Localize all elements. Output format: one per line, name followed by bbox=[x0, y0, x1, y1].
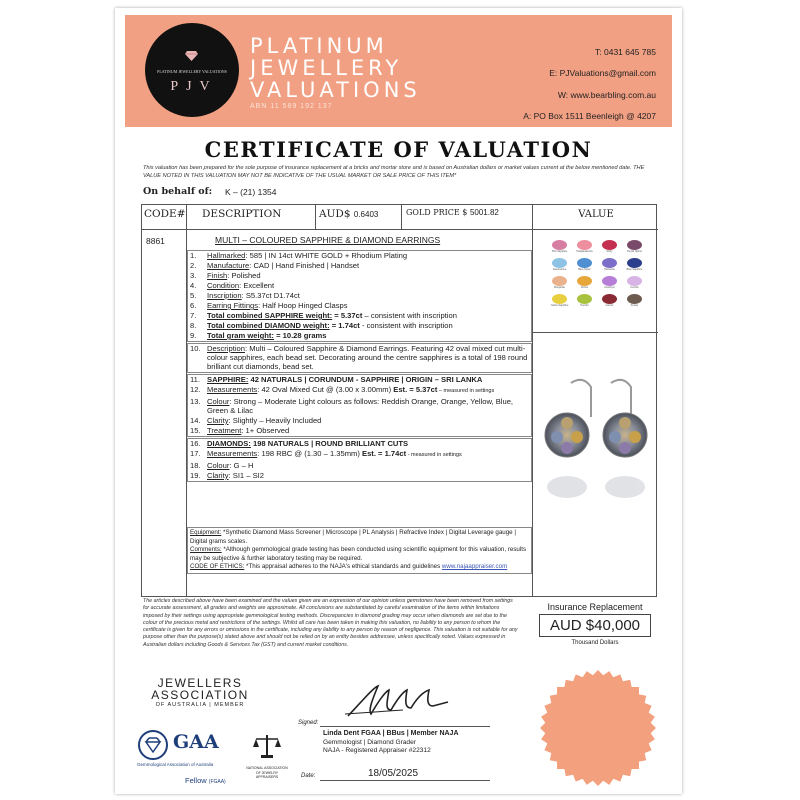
gem-swatch-stone bbox=[602, 294, 617, 304]
divider bbox=[532, 229, 658, 230]
description-header: DESCRIPTION bbox=[202, 208, 282, 220]
divider bbox=[142, 229, 532, 230]
list-item: 1. Hallmarked: 585 | IN 14ct WHITE GOLD + Rhodium Plating bbox=[190, 251, 408, 260]
aud-label: AUD$ bbox=[319, 208, 351, 220]
brand-line-2: JEWELLERY bbox=[250, 56, 403, 80]
code-header: CODE# bbox=[144, 208, 186, 220]
gem-swatch-label: Purple Spinel bbox=[627, 250, 642, 253]
contact-phone: T: 0431 645 785 bbox=[595, 47, 656, 57]
earring-right bbox=[603, 413, 647, 457]
gem-swatch bbox=[597, 294, 622, 312]
list-item: 16. DIAMONDS: 198 NATURALS | ROUND BRILLIANT CUTS bbox=[190, 439, 409, 448]
gem-swatch-label: Blue Sapphire bbox=[626, 268, 643, 271]
gem-swatch-label: Tanzanite bbox=[604, 268, 615, 271]
list-item: 5. Inscription: S5.37ct D1.74ct bbox=[190, 291, 300, 300]
scales-icon bbox=[252, 733, 282, 759]
divider bbox=[532, 332, 658, 333]
item-title: MULTI – COLOURED SAPPHIRE & DIAMOND EARRINGS bbox=[215, 235, 441, 245]
list-item: 19. Clarity: SI1 – SI2 bbox=[190, 471, 264, 480]
gem-swatch-label: Morganite bbox=[553, 286, 566, 289]
valuation-table bbox=[141, 204, 657, 597]
list-item: 17. Measurements: 198 RBC @ (1.30 – 1.35mm) Est. = 1.74ct - measured in settings bbox=[190, 449, 462, 458]
brand-line-1: PLATINUM bbox=[250, 34, 388, 58]
earring-reflection bbox=[547, 476, 645, 498]
contact-address: A: PO Box 1511 Beenleigh @ 4207 bbox=[523, 111, 656, 121]
gem-swatch bbox=[572, 276, 597, 294]
gem-swatch-stone bbox=[577, 240, 592, 250]
list-item: 9. Total gram weight: = 10.28 grams bbox=[190, 331, 327, 340]
naja-name: NATIONAL ASSOCIATION OF JEWELRY APPRAISERS bbox=[246, 766, 288, 779]
gem-swatch bbox=[547, 294, 572, 312]
list-item: 2. Manufacture: CAD | Hand Finished | Handset bbox=[190, 261, 360, 270]
gem-swatch-label: Yellow Sapphire bbox=[550, 304, 569, 307]
gem-swatch bbox=[547, 258, 572, 276]
list-item: 13. Colour: Strong – Moderate Light colours as follows: Reddish Orange, Orange, Yellow, Blue, Green & Lilac bbox=[190, 397, 514, 415]
certificate-page bbox=[115, 8, 682, 794]
divider bbox=[401, 205, 402, 229]
gem-swatch-label: Padparadscha bbox=[576, 250, 593, 253]
pjv-logo bbox=[145, 23, 239, 117]
item-code: 8861 bbox=[146, 236, 165, 246]
gem-swatch-label: Blue Topaz bbox=[578, 268, 591, 271]
gem-swatch-stone bbox=[552, 240, 567, 250]
gem-swatch-label: Smoky bbox=[630, 304, 639, 307]
aud-value: 0.6403 bbox=[353, 210, 379, 219]
comments-line: Comments: *Although gemmological grade testing has been conducted using scientific equipment for this valuation, results may be subjective & further laboratory testing may be required. bbox=[190, 546, 527, 562]
gem-swatch-label: Ruby bbox=[606, 250, 613, 253]
gem-swatch bbox=[572, 258, 597, 276]
gem-swatch-stone bbox=[577, 258, 592, 268]
signature-image bbox=[343, 680, 453, 724]
gem-swatch bbox=[572, 294, 597, 312]
gem-swatch-stone bbox=[602, 240, 617, 250]
gem-swatch-stone bbox=[602, 276, 617, 286]
contact-email: E: PJValuations@gmail.com bbox=[549, 68, 656, 78]
signer-name: Linda Dent FGAA | BBus | Member NAJA bbox=[323, 730, 459, 737]
list-item: 15. Treatment: 1+ Observed bbox=[190, 426, 290, 435]
gem-swatch bbox=[572, 240, 597, 258]
gold-label: GOLD PRICE $ bbox=[406, 208, 468, 217]
gem-swatch-label: Garnet bbox=[605, 304, 614, 307]
sapphire-group bbox=[187, 374, 532, 437]
list-item: 10. Description: Multi – Coloured Sapphire & Diamond Earrings. Featuring 42 oval mixed cut multi-colour sapphires, each bead set. Decorating around the centre sapphires is a total of 198 round brilliant cut diamonds, bead set. bbox=[190, 344, 528, 371]
gem-swatch-label: Pink Sapphire bbox=[551, 250, 568, 253]
insurance-label: Insurance Replacement bbox=[547, 602, 643, 612]
list-item: 7. Total combined SAPPHIRE weight: = 5.37ct – consistent with inscription bbox=[190, 311, 457, 320]
gem-swatch-stone bbox=[602, 258, 617, 268]
list-item: 8. Total combined DIAMOND weight: = 1.74ct - consistent with inscription bbox=[190, 321, 453, 330]
valuation-date: 18/05/2025 bbox=[368, 768, 419, 779]
gaa-logo bbox=[137, 730, 219, 767]
diamond-group bbox=[187, 438, 532, 482]
gem-swatch-label: Aquamarine bbox=[552, 268, 567, 271]
signature-line bbox=[320, 726, 490, 727]
letterhead bbox=[125, 15, 672, 127]
gaa-fellow: Fellow (FGAA) bbox=[185, 776, 226, 785]
aud-header bbox=[319, 208, 378, 220]
equipment-line: Equipment: *Synthetic Diamond Mass Screener | Microscope | PL Analysis | Refractive Index | Digital Leverage gauge | Digital grams scales. bbox=[190, 529, 516, 545]
gem-swatch-stone bbox=[577, 276, 592, 286]
brand-line-3: VALUATIONS bbox=[250, 78, 421, 102]
earrings-photo bbox=[537, 375, 655, 505]
list-item: 6. Earring Fittings: Half Hoop Hinged Clasps bbox=[190, 301, 348, 310]
brand-name bbox=[250, 35, 421, 101]
legal-disclaimer: The articles described above have been examined and the values given are an expression of our opinion unless gemstones have been removed from settings for accurate assessment, all grades and weights are approximate. All conclusions are substantiated by careful examination of the items within limitations imposed by their settings using appropriate gemmological testing methods. Discrepancies in diamond grading may occur when diamonds are set due to the colour of the precious metal and restrictions of the settings. Whilst all care has been taken in making this valuation, no liability to any person to whom the certificate is given for any errors or omissions in the certificate, including any liability to any person by reason of negligence. This valuation is not suitable for any purpose other than the purpose(s) stated above and should not be relied on by an entity besides addressee, unless specifically noted. Values expressed in Australian dollars including Goods & Services Tax (GST) and current market conditions. bbox=[143, 598, 518, 648]
gem-swatch-stone bbox=[627, 294, 642, 304]
equipment-notes bbox=[187, 527, 532, 574]
description-group bbox=[187, 343, 532, 373]
signed-label: Signed: bbox=[298, 720, 319, 726]
signer-registration: NAJA - Registered Appraiser #22312 bbox=[323, 747, 431, 754]
signer-details bbox=[323, 730, 459, 756]
list-item: 12. Measurements: 42 Oval Mixed Cut @ (3.00 x 3.00mm) Est. = 5.37ct – measured in settings bbox=[190, 385, 495, 394]
contact-web: W: www.bearbling.com.au bbox=[557, 90, 656, 100]
gem-swatch bbox=[547, 276, 572, 294]
naja-logo bbox=[245, 733, 289, 780]
gem-swatch-stone bbox=[627, 240, 642, 250]
gem-swatch-stone bbox=[627, 276, 642, 286]
earring-left bbox=[545, 413, 589, 457]
insurance-value: AUD $40,000 bbox=[539, 614, 651, 637]
insurance-words: Thousand Dollars bbox=[571, 640, 619, 646]
gem-swatch-label: Citrine bbox=[580, 286, 589, 289]
behalf-value: K – (21) 1354 bbox=[225, 187, 277, 197]
gem-swatch-stone bbox=[552, 258, 567, 268]
gem-swatch bbox=[622, 294, 647, 312]
gem-swatch bbox=[597, 276, 622, 294]
gem-swatch-stone bbox=[627, 258, 642, 268]
behalf-label: On behalf of: bbox=[143, 186, 213, 197]
general-group bbox=[187, 250, 532, 342]
valuation-disclaimer: This valuation has been prepared for the sole purpose of insurance replacement at a bricks and mortar store and is based on Australian dollars or market values current at the below mentioned date. THE VALUE NOTED IN THIS VALUATION MAY NOT BE INDICATIVE OF THE USUAL MARKET OR SALE PRICE OF THIS ITEM* bbox=[143, 165, 645, 179]
signer-role: Gemmologist | Diamond Grader bbox=[323, 738, 416, 746]
item-description-list bbox=[187, 249, 532, 482]
naja-link[interactable]: www.najaappraiser.com bbox=[441, 563, 508, 570]
list-item: 3. Finish: Polished bbox=[190, 271, 261, 280]
list-item: 18. Colour: G – H bbox=[190, 461, 254, 470]
gem-swatch-label: Peridot bbox=[580, 304, 589, 307]
divider bbox=[315, 205, 316, 229]
abn-number: ABN 11 589 192 137 bbox=[250, 103, 333, 110]
list-item: 11. SAPPHIRE: 42 NATURALS | CORUNDUM - SAPPHIRE | ORIGIN – SRI LANKA bbox=[190, 375, 483, 384]
gem-swatch-stone bbox=[577, 294, 592, 304]
gem-swatch bbox=[622, 240, 647, 258]
gold-value: 5001.82 bbox=[469, 208, 499, 217]
embossed-seal bbox=[540, 670, 656, 786]
gold-price-header bbox=[406, 208, 499, 217]
logo-monogram: PJV bbox=[170, 79, 218, 94]
page-title: CERTIFICATE OF VALUATION bbox=[204, 137, 593, 162]
gem-swatch bbox=[597, 258, 622, 276]
ethics-line: CODE OF ETHICS: *This appraisal adheres to the NAJA's ethical standards and guidelines www.najaappraiser.com bbox=[190, 563, 508, 570]
divider bbox=[532, 205, 533, 596]
logo-small-text: PLATINUM JEWELLERY VALUATIONS bbox=[157, 69, 227, 74]
gem-swatch-stone bbox=[552, 276, 567, 286]
list-item: 14. Clarity: Slightly – Heavily Included bbox=[190, 416, 322, 425]
gem-swatch-stone bbox=[552, 294, 567, 304]
gem-swatch bbox=[597, 240, 622, 258]
gaa-full-name: Gemmological Association of Australia bbox=[137, 762, 214, 767]
gem-swatch-label: Kunzite bbox=[630, 286, 639, 289]
gem-globe-icon bbox=[137, 730, 169, 760]
gem-swatch bbox=[622, 276, 647, 294]
jewellers-association-logo: JEWELLERS ASSOCIATION OF AUSTRALIA | MEMBER bbox=[151, 676, 249, 708]
gem-swatch-label: Amethyst bbox=[604, 286, 615, 289]
insurance-replacement bbox=[535, 598, 655, 646]
list-item: 4. Condition: Excellent bbox=[190, 281, 275, 290]
diamond-icon bbox=[185, 51, 198, 61]
date-label: Date: bbox=[301, 773, 316, 779]
gemstone-colour-chart bbox=[547, 240, 647, 312]
gem-swatch bbox=[547, 240, 572, 258]
gaa-name: GAA bbox=[173, 731, 219, 753]
gem-swatch bbox=[622, 258, 647, 276]
value-header: VALUE bbox=[578, 209, 614, 220]
date-line bbox=[320, 780, 490, 781]
